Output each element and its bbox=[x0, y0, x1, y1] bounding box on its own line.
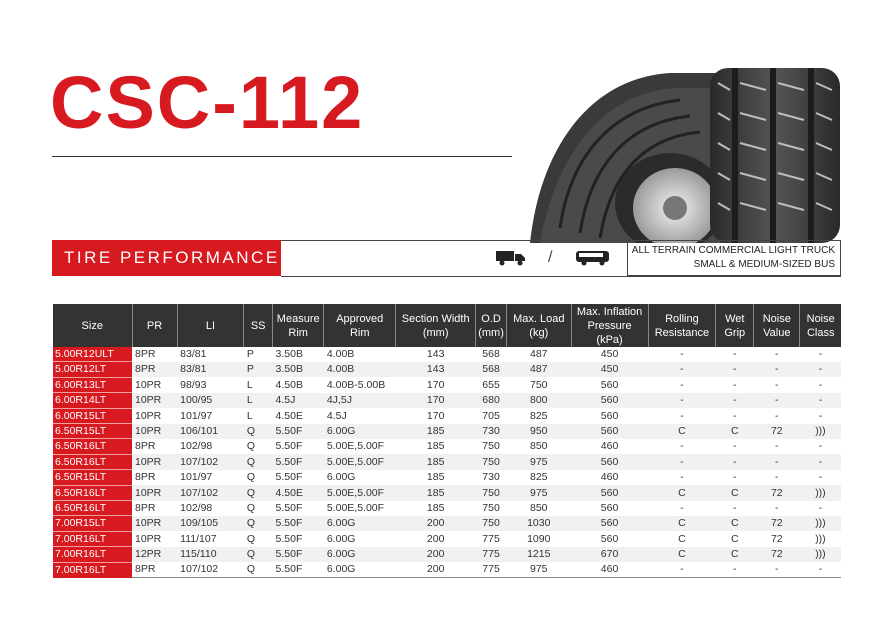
cell-max-pressure: 450 bbox=[600, 348, 619, 361]
cell-noise-value: 72 bbox=[754, 485, 800, 500]
cell-max-load: 975 bbox=[506, 562, 571, 577]
table-row bbox=[53, 516, 841, 531]
cell-li: 111/107 bbox=[180, 532, 217, 545]
cell-measure-rim: 3.50B bbox=[275, 348, 303, 361]
cell-approved-rim: 4J,5J bbox=[324, 393, 396, 408]
cell-pr: 10PR bbox=[132, 454, 177, 469]
cell-section-width: 170 bbox=[426, 378, 445, 391]
cell-approved-rim: 5.00E,5.00F bbox=[324, 485, 396, 500]
cell-max-pressure: 460 bbox=[600, 440, 619, 453]
cell-max-load: 487 bbox=[530, 348, 548, 361]
cell-ss: Q bbox=[246, 440, 255, 453]
cell-size: 5.00R12LT bbox=[53, 362, 132, 377]
cell-pr: 8PR bbox=[135, 440, 156, 453]
vehicle-separator: / bbox=[548, 249, 553, 266]
cell-wet-grip: - bbox=[732, 378, 737, 391]
cell-section-width: 200 bbox=[396, 562, 476, 577]
cell-max-pressure: 560 bbox=[571, 516, 648, 531]
cell-measure-rim: 4.50B bbox=[275, 378, 303, 391]
performance-top-rule bbox=[281, 240, 628, 241]
cell-ss: L bbox=[246, 409, 253, 422]
cell-rolling-resistance: - bbox=[680, 502, 684, 515]
cell-od: 568 bbox=[476, 362, 507, 377]
truck-icon bbox=[496, 250, 526, 266]
table-row bbox=[53, 531, 841, 546]
cell-max-load: 975 bbox=[506, 454, 571, 469]
cell-approved-rim: 6.00G bbox=[326, 532, 356, 545]
cell-noise-class: - bbox=[818, 378, 823, 391]
cell-size: 5.00R12ULT bbox=[53, 347, 132, 362]
cell-ss: P bbox=[244, 362, 273, 377]
cell-noise-class: - bbox=[800, 562, 841, 577]
col-size: Size bbox=[53, 304, 132, 347]
cell-ss: Q bbox=[246, 532, 255, 545]
cell-measure-rim: 5.50F bbox=[275, 440, 303, 453]
cell-noise-value: - bbox=[775, 378, 779, 391]
col-section-width: Section Width (mm) bbox=[396, 304, 476, 347]
table-row bbox=[53, 347, 841, 362]
tire-illustration bbox=[470, 28, 860, 243]
cell-noise-class: ))) bbox=[800, 516, 841, 531]
cell-ss: Q bbox=[246, 502, 255, 515]
cell-measure-rim: 5.50F bbox=[273, 562, 324, 577]
table-row bbox=[53, 377, 841, 392]
cell-li: 107/102 bbox=[177, 562, 244, 577]
bus-icon bbox=[576, 250, 610, 266]
cell-wet-grip: C bbox=[716, 516, 754, 531]
cell-li: 106/101 bbox=[177, 424, 244, 439]
cell-max-pressure: 560 bbox=[600, 378, 619, 391]
cell-li: 107/102 bbox=[177, 485, 244, 500]
cell-measure-rim: 4.50E bbox=[275, 409, 303, 422]
cell-li: 102/98 bbox=[180, 502, 213, 515]
cell-approved-rim: 5.00E,5.00F bbox=[324, 454, 396, 469]
cell-measure-rim: 4.5J bbox=[273, 393, 324, 408]
cell-ss: Q bbox=[244, 516, 273, 531]
cell-li: 98/93 bbox=[180, 378, 207, 391]
cell-size: 6.50R15LT bbox=[53, 470, 132, 485]
cell-pr: 8PR bbox=[132, 562, 177, 577]
cell-rolling-resistance: - bbox=[648, 393, 716, 408]
col-li: LI bbox=[177, 304, 244, 347]
cell-noise-class: ))) bbox=[800, 547, 841, 562]
cell-noise-value: - bbox=[775, 471, 779, 484]
cell-measure-rim: 5.50F bbox=[273, 516, 324, 531]
cell-pr: 8PR bbox=[135, 348, 156, 361]
cell-max-load: 825 bbox=[530, 409, 548, 422]
cell-max-load: 487 bbox=[506, 362, 571, 377]
cell-max-load: 975 bbox=[506, 485, 571, 500]
cell-max-load: 1090 bbox=[527, 532, 551, 545]
cell-section-width: 143 bbox=[396, 362, 476, 377]
col-pr: PR bbox=[132, 304, 177, 347]
cell-section-width: 185 bbox=[426, 502, 445, 515]
cell-max-pressure: 560 bbox=[600, 409, 619, 422]
cell-wet-grip: C bbox=[716, 547, 754, 562]
table-header-row bbox=[53, 304, 841, 347]
cell-rolling-resistance: - bbox=[648, 362, 716, 377]
cell-wet-grip: - bbox=[732, 502, 737, 515]
cell-li: 109/105 bbox=[177, 516, 244, 531]
col-od: O.D (mm) bbox=[476, 304, 507, 347]
table-row bbox=[53, 485, 841, 500]
cell-rolling-resistance: C bbox=[678, 532, 686, 545]
cell-section-width: 200 bbox=[396, 516, 476, 531]
cell-li: 83/81 bbox=[177, 362, 244, 377]
cell-size: 6.50R16LT bbox=[53, 439, 132, 454]
cell-li: 101/97 bbox=[180, 471, 213, 484]
cell-rolling-resistance: - bbox=[680, 348, 684, 361]
cell-li: 107/102 bbox=[177, 454, 244, 469]
cell-approved-rim: 4.00B-5.00B bbox=[326, 378, 386, 391]
cell-li: 101/97 bbox=[180, 409, 213, 422]
cell-noise-class: - bbox=[818, 440, 823, 453]
title-divider bbox=[52, 156, 512, 157]
page-title: CSC-112 bbox=[50, 61, 365, 144]
cell-li: 100/95 bbox=[177, 393, 244, 408]
cell-max-pressure: 460 bbox=[571, 562, 648, 577]
cell-wet-grip: C bbox=[716, 424, 754, 439]
col-approved-rim: Approved Rim bbox=[324, 304, 396, 347]
table-row bbox=[53, 408, 841, 423]
col-max-load: Max. Load (kg) bbox=[506, 304, 571, 347]
cell-rolling-resistance: - bbox=[680, 409, 684, 422]
cell-noise-value: - bbox=[754, 362, 800, 377]
cell-wet-grip: - bbox=[716, 362, 754, 377]
cell-approved-rim: 6.00G bbox=[324, 562, 396, 577]
cell-rolling-resistance: - bbox=[680, 378, 684, 391]
cell-od: 750 bbox=[476, 516, 507, 531]
col-noise-class: Noise Class bbox=[800, 304, 841, 347]
cell-section-width: 143 bbox=[426, 348, 445, 361]
cell-pr: 8PR bbox=[132, 362, 177, 377]
cell-size: 6.00R13LT bbox=[53, 377, 132, 392]
cell-ss: Q bbox=[244, 562, 273, 577]
cell-measure-rim: 5.50F bbox=[275, 532, 303, 545]
cell-od: 705 bbox=[482, 409, 500, 422]
cell-noise-class: - bbox=[800, 362, 841, 377]
cell-noise-value: 72 bbox=[754, 547, 800, 562]
cell-wet-grip: C bbox=[730, 532, 739, 545]
cell-noise-value: - bbox=[754, 454, 800, 469]
cell-approved-rim: 4.00B bbox=[324, 362, 396, 377]
cell-li: 102/98 bbox=[180, 440, 213, 453]
cell-ss: L bbox=[244, 393, 273, 408]
col-rolling-resistance: Rolling Resistance bbox=[648, 304, 716, 347]
cell-rolling-resistance: - bbox=[648, 562, 716, 577]
description-line-2: SMALL & MEDIUM-SIZED BUS bbox=[693, 259, 835, 270]
cell-approved-rim: 6.00G bbox=[324, 424, 396, 439]
cell-od: 775 bbox=[482, 532, 500, 545]
cell-noise-value: - bbox=[775, 348, 779, 361]
cell-od: 750 bbox=[476, 485, 507, 500]
cell-section-width: 185 bbox=[426, 440, 445, 453]
cell-ss: Q bbox=[244, 485, 273, 500]
cell-size: 6.00R15LT bbox=[53, 408, 132, 423]
cell-noise-value: - bbox=[775, 502, 779, 515]
cell-rolling-resistance: - bbox=[680, 471, 684, 484]
cell-ss: Q bbox=[244, 424, 273, 439]
cell-approved-rim: 6.00G bbox=[326, 471, 356, 484]
table-row bbox=[53, 424, 841, 439]
vehicle-icons bbox=[490, 244, 625, 274]
cell-section-width: 170 bbox=[426, 409, 445, 422]
cell-section-width: 185 bbox=[396, 454, 476, 469]
cell-ss: Q bbox=[244, 547, 273, 562]
table-row bbox=[53, 501, 841, 516]
cell-size: 6.50R16LT bbox=[53, 485, 132, 500]
cell-od: 730 bbox=[482, 471, 500, 484]
cell-pr: 12PR bbox=[132, 547, 177, 562]
cell-noise-value: - bbox=[775, 409, 779, 422]
cell-max-load: 1030 bbox=[506, 516, 571, 531]
cell-wet-grip: - bbox=[732, 409, 737, 422]
cell-measure-rim: 5.50F bbox=[273, 454, 324, 469]
cell-max-pressure: 560 bbox=[600, 532, 619, 545]
table-row bbox=[53, 439, 841, 454]
cell-section-width: 185 bbox=[426, 471, 445, 484]
cell-pr: 10PR bbox=[132, 393, 177, 408]
cell-wet-grip: - bbox=[716, 562, 754, 577]
cell-approved-rim: 6.00G bbox=[324, 516, 396, 531]
cell-approved-rim: 4.00B bbox=[326, 348, 355, 361]
cell-ss: L bbox=[246, 378, 253, 391]
cell-max-pressure: 670 bbox=[571, 547, 648, 562]
cell-rolling-resistance: - bbox=[648, 454, 716, 469]
cell-rolling-resistance: - bbox=[680, 440, 684, 453]
cell-rolling-resistance: C bbox=[648, 547, 716, 562]
cell-max-load: 800 bbox=[506, 393, 571, 408]
cell-max-pressure: 450 bbox=[571, 362, 648, 377]
table-row bbox=[53, 362, 841, 377]
cell-rolling-resistance: C bbox=[648, 424, 716, 439]
cell-noise-value: - bbox=[775, 440, 779, 453]
cell-max-load: 950 bbox=[506, 424, 571, 439]
cell-max-load: 850 bbox=[530, 502, 548, 515]
cell-od: 775 bbox=[476, 547, 507, 562]
table-row bbox=[53, 393, 841, 408]
cell-approved-rim: 6.00G bbox=[324, 547, 396, 562]
cell-ss: P bbox=[246, 348, 254, 361]
cell-wet-grip: C bbox=[716, 485, 754, 500]
cell-max-load: 1215 bbox=[506, 547, 571, 562]
cell-max-load: 750 bbox=[530, 378, 548, 391]
cell-pr: 10PR bbox=[132, 485, 177, 500]
cell-measure-rim: 5.50F bbox=[275, 471, 303, 484]
cell-noise-value: - bbox=[754, 562, 800, 577]
cell-wet-grip: - bbox=[716, 454, 754, 469]
table-row bbox=[53, 454, 841, 469]
cell-noise-class: - bbox=[818, 409, 823, 422]
cell-noise-class: ))) bbox=[800, 424, 841, 439]
cell-noise-class: ))) bbox=[815, 532, 826, 545]
cell-od: 750 bbox=[476, 454, 507, 469]
cell-od: 730 bbox=[476, 424, 507, 439]
cell-noise-class: - bbox=[818, 502, 823, 515]
cell-noise-class: - bbox=[800, 454, 841, 469]
cell-measure-rim: 5.50F bbox=[273, 547, 324, 562]
cell-wet-grip: - bbox=[732, 440, 737, 453]
cell-section-width: 170 bbox=[396, 393, 476, 408]
cell-noise-value: 72 bbox=[754, 516, 800, 531]
col-ss: SS bbox=[244, 304, 273, 347]
cell-wet-grip: - bbox=[732, 348, 737, 361]
cell-li: 83/81 bbox=[180, 348, 207, 361]
vehicle-description bbox=[627, 240, 841, 276]
cell-noise-value: - bbox=[754, 393, 800, 408]
cell-approved-rim: 5.00E,5.00F bbox=[326, 502, 385, 515]
cell-pr: 10PR bbox=[135, 378, 162, 391]
col-wet-grip: Wet Grip bbox=[716, 304, 754, 347]
cell-pr: 10PR bbox=[135, 532, 162, 545]
tire-performance-label: TIRE PERFORMANCE bbox=[52, 240, 281, 276]
cell-size: 7.00R16LT bbox=[53, 562, 132, 577]
cell-max-pressure: 560 bbox=[571, 454, 648, 469]
cell-od: 750 bbox=[482, 440, 500, 453]
cell-measure-rim: 5.50F bbox=[273, 424, 324, 439]
cell-size: 6.50R16LT bbox=[53, 454, 132, 469]
cell-max-load: 850 bbox=[530, 440, 548, 453]
cell-ss: Q bbox=[246, 471, 255, 484]
description-line-1: ALL TERRAIN COMMERCIAL LIGHT TRUCK bbox=[631, 245, 835, 256]
cell-od: 655 bbox=[482, 378, 500, 391]
cell-rolling-resistance: C bbox=[648, 516, 716, 531]
col-noise-value: Noise Value bbox=[754, 304, 800, 347]
table-row bbox=[53, 547, 841, 562]
cell-max-pressure: 560 bbox=[571, 393, 648, 408]
cell-max-pressure: 560 bbox=[571, 424, 648, 439]
cell-measure-rim: 3.50B bbox=[273, 362, 324, 377]
cell-wet-grip: - bbox=[716, 393, 754, 408]
spec-table-body bbox=[53, 347, 841, 578]
cell-od: 680 bbox=[476, 393, 507, 408]
cell-max-pressure: 460 bbox=[600, 471, 619, 484]
cell-max-pressure: 560 bbox=[600, 502, 619, 515]
cell-li: 115/110 bbox=[177, 547, 244, 562]
cell-pr: 10PR bbox=[135, 409, 162, 422]
cell-pr: 10PR bbox=[132, 424, 177, 439]
cell-ss: Q bbox=[244, 454, 273, 469]
cell-approved-rim: 4.5J bbox=[326, 409, 347, 422]
cell-noise-class: - bbox=[800, 393, 841, 408]
table-row bbox=[53, 562, 841, 577]
cell-max-load: 825 bbox=[530, 471, 548, 484]
cell-noise-value: 72 bbox=[754, 424, 800, 439]
cell-pr: 8PR bbox=[135, 471, 156, 484]
cell-section-width: 185 bbox=[396, 424, 476, 439]
cell-size: 6.50R16LT bbox=[53, 501, 132, 516]
cell-pr: 10PR bbox=[132, 516, 177, 531]
cell-noise-value: 72 bbox=[770, 532, 783, 545]
cell-size: 6.50R15LT bbox=[53, 424, 132, 439]
cell-od: 568 bbox=[482, 348, 500, 361]
cell-od: 775 bbox=[476, 562, 507, 577]
cell-approved-rim: 5.00E,5.00F bbox=[326, 440, 385, 453]
cell-noise-class: ))) bbox=[800, 485, 841, 500]
performance-bottom-rule bbox=[281, 276, 841, 277]
cell-pr: 8PR bbox=[135, 502, 156, 515]
cell-size: 6.00R14LT bbox=[53, 393, 132, 408]
table-row bbox=[53, 470, 841, 485]
cell-size: 7.00R16LT bbox=[53, 547, 132, 562]
cell-noise-class: - bbox=[818, 471, 823, 484]
cell-section-width: 200 bbox=[396, 547, 476, 562]
cell-size: 7.00R16LT bbox=[53, 531, 132, 546]
cell-od: 750 bbox=[482, 502, 500, 515]
cell-measure-rim: 5.50F bbox=[275, 502, 303, 515]
col-max-pressure: Max. Inflation Pressure (kPa) bbox=[571, 304, 648, 347]
col-measure-rim: Measure Rim bbox=[273, 304, 324, 347]
spec-table bbox=[53, 304, 841, 578]
cell-max-pressure: 560 bbox=[571, 485, 648, 500]
cell-noise-class: - bbox=[818, 348, 823, 361]
cell-section-width: 200 bbox=[426, 532, 445, 545]
cell-measure-rim: 4.50E bbox=[273, 485, 324, 500]
cell-size: 7.00R15LT bbox=[53, 516, 132, 531]
cell-section-width: 185 bbox=[396, 485, 476, 500]
cell-rolling-resistance: C bbox=[648, 485, 716, 500]
cell-wet-grip: - bbox=[732, 471, 737, 484]
